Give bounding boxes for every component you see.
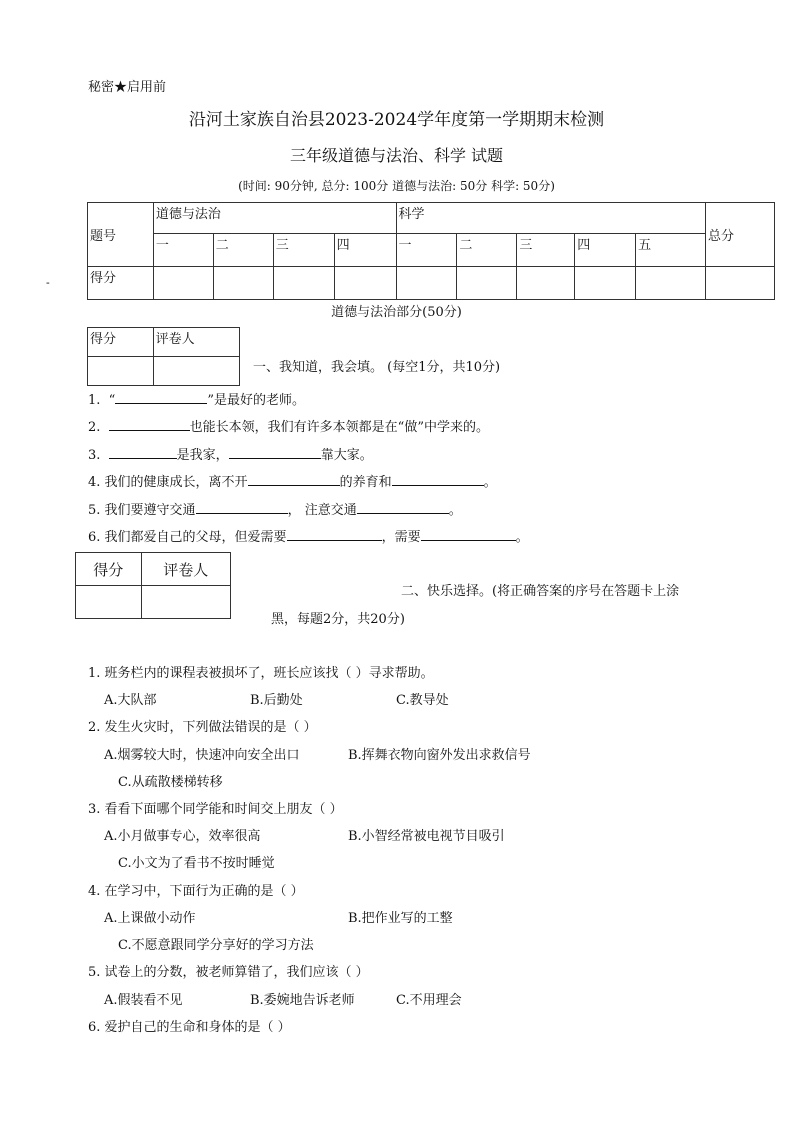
mc-question-1: 1. 班务栏内的课程表被损坏了，班长应该找（ ）寻求帮助。 [88,666,434,681]
exam-subtitle: 三年级道德与法治、科学 试题 [289,146,504,165]
grader-cell [153,357,239,386]
option-b[interactable]: B.后勤处 [250,693,303,708]
col-header: 五 [636,234,706,267]
exam-info: (时间: 90分钟, 总分: 100分 道德与法治: 50分 科学: 50分) [238,179,555,193]
col-header: 一 [396,234,457,267]
col-header: 四 [575,234,636,267]
option-c[interactable]: C.小文为了看书不按时睡觉 [118,856,275,871]
score-cell [517,267,575,300]
score-table-row-label: 题号 [88,203,154,267]
option-a[interactable]: A.假装看不见 [104,993,183,1008]
score-cell [575,267,636,300]
answer-blank[interactable] [248,471,340,486]
answer-blank[interactable] [287,526,382,541]
grader-score-label: 得分 [88,328,154,357]
grader-cell [88,357,154,386]
mc-question-3: 3. 看看下面哪个同学能和时间交上朋友（ ） [88,802,343,817]
score-cell [706,267,775,300]
score-cell [153,267,213,300]
fill-question-3: 3. 是我家， 靠大家。 [88,444,373,463]
total-score-label: 总分 [706,203,775,267]
grader-cell [76,586,142,619]
grader-box-part1 [87,327,240,386]
grader-marker-label: 评卷人 [141,553,230,586]
option-c[interactable]: C.教导处 [396,693,449,708]
score-cell [213,267,273,300]
mc-question-5: 5. 试卷上的分数，被老师算错了，我们应该（ ） [88,965,369,980]
option-b[interactable]: B.委婉地告诉老师 [250,993,355,1008]
answer-blank[interactable] [357,499,449,514]
fill-question-6: 6. 我们都爱自己的父母，但爱需要 ，需要 。 [88,526,529,545]
col-header: 二 [457,234,517,267]
grader-cell [141,586,230,619]
option-b[interactable]: B.挥舞衣物向窗外发出求救信号 [348,748,531,763]
part1-title: 一、我知道，我会填。 (每空1分，共10分) [253,360,501,375]
score-cell [457,267,517,300]
mc-question-2: 2. 发生火灾时，下列做法错误的是（ ） [88,720,317,735]
section-title: 道德与法治部分(50分) [331,305,462,320]
margin-mark: - [46,276,50,289]
col-header: 二 [213,234,273,267]
fill-question-4: 4. 我们的健康成长，离不开 的养育和 。 [88,471,497,490]
answer-blank[interactable] [109,416,190,431]
subject-moral-law: 道德与法治 [153,203,396,234]
option-a[interactable]: A.上课做小动作 [104,911,196,926]
answer-blank[interactable] [229,444,321,459]
subject-science: 科学 [396,203,706,234]
mc-question-6: 6. 爱护自己的生命和身体的是（ ） [88,1020,291,1035]
option-c[interactable]: C.不用理会 [396,993,462,1008]
option-a[interactable]: A.烟雾较大时，快速冲向安全出口 [104,748,300,763]
fill-question-2: 2. 也能长本领，我们有许多本领都是在“做”中学来的。 [88,416,489,435]
grader-score-label: 得分 [76,553,142,586]
mc-question-4: 4. 在学习中，下面行为正确的是（ ） [88,884,304,899]
score-cell [334,267,396,300]
confidential-label: 秘密★启用前 [88,80,167,95]
score-cell [396,267,457,300]
option-c[interactable]: C.不愿意跟同学分享好的学习方法 [118,938,314,953]
option-b[interactable]: B.把作业写的工整 [348,911,453,926]
fill-question-1: 1. “ ”是最好的老师。 [88,389,305,408]
option-b[interactable]: B.小智经常被电视节目吸引 [348,829,505,844]
col-header: 四 [334,234,396,267]
part2-title-cont: 黑，每题2分，共20分) [271,612,405,627]
score-cell [273,267,334,300]
score-table [87,202,775,300]
option-c[interactable]: C.从疏散楼梯转移 [118,775,223,790]
exam-title: 沿河土家族自治县2023-2024学年度第一学期期末检测 [188,110,605,130]
part2-title: 二、快乐选择。(将正确答案的序号在答题卡上涂 [401,584,680,599]
fill-question-5: 5. 我们要遵守交通 ， 注意交通 。 [88,499,462,518]
grader-box-part2 [75,552,231,619]
col-header: 一 [153,234,213,267]
col-header: 三 [273,234,334,267]
score-row-label: 得分 [88,267,154,300]
answer-blank[interactable] [392,471,484,486]
answer-blank[interactable] [109,444,177,459]
option-a[interactable]: A.小月做事专心，效率很高 [104,829,261,844]
grader-marker-label: 评卷人 [153,328,239,357]
col-header: 三 [517,234,575,267]
score-cell [636,267,706,300]
option-a[interactable]: A.大队部 [104,693,157,708]
answer-blank[interactable] [196,499,288,514]
answer-blank[interactable] [421,526,516,541]
answer-blank[interactable] [115,389,207,404]
